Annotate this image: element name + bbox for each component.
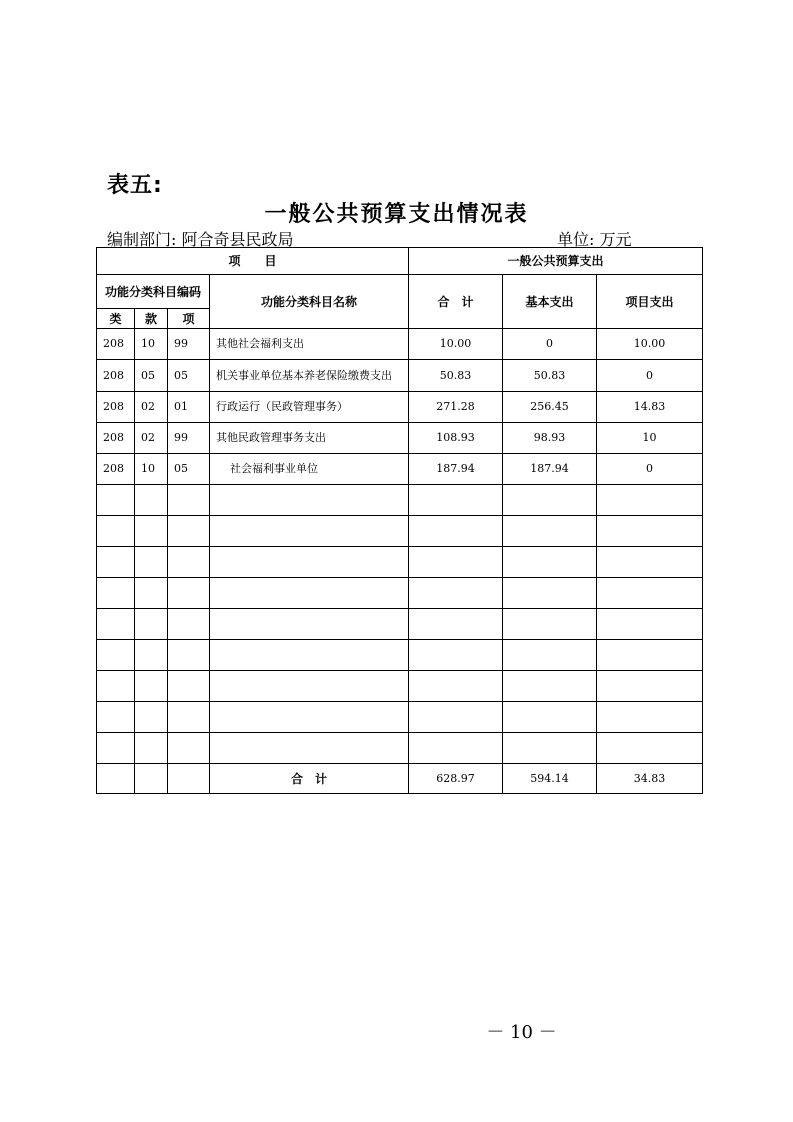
col-xiang-header: 项 bbox=[168, 309, 210, 329]
col-lei-header: 类 bbox=[97, 309, 135, 329]
cell-xiang: 05 bbox=[168, 454, 210, 485]
cell-lei: 208 bbox=[97, 329, 135, 360]
table-row bbox=[97, 454, 703, 485]
table-row bbox=[97, 423, 703, 454]
cell-project: 14.83 bbox=[597, 392, 703, 423]
cell-xiang: 05 bbox=[168, 360, 210, 392]
page-number: － 10 － bbox=[486, 1022, 557, 1043]
empty-row bbox=[97, 671, 703, 702]
cell-total: 50.83 bbox=[409, 360, 503, 392]
cell-lei: 208 bbox=[97, 360, 135, 392]
header-row-columns bbox=[97, 275, 703, 309]
cell-name: 其他民政管理事务支出 bbox=[210, 423, 409, 454]
col-code-header: 功能分类科目编码 bbox=[97, 275, 210, 309]
cell-kuan: 10 bbox=[135, 329, 168, 360]
cell-kuan: 02 bbox=[135, 423, 168, 454]
cell-total: 187.94 bbox=[409, 454, 503, 485]
cell-lei: 208 bbox=[97, 392, 135, 423]
cell-project: 0 bbox=[597, 454, 703, 485]
cell-kuan: 02 bbox=[135, 392, 168, 423]
empty-row bbox=[97, 516, 703, 547]
cell-project: 10.00 bbox=[597, 329, 703, 360]
cell-name: 社会福利事业单位 bbox=[210, 454, 409, 485]
cell-name: 其他社会福利支出 bbox=[210, 329, 409, 360]
cell-lei: 208 bbox=[97, 423, 135, 454]
table-row bbox=[97, 360, 703, 392]
cell-lei: 208 bbox=[97, 454, 135, 485]
total-sum: 628.97 bbox=[409, 764, 503, 794]
cell-name: 行政运行（民政管理事务） bbox=[210, 392, 409, 423]
total-label: 合 计 bbox=[210, 764, 409, 794]
col-project-header: 项目支出 bbox=[597, 275, 703, 329]
empty-row bbox=[97, 609, 703, 640]
cell-total: 108.93 bbox=[409, 423, 503, 454]
col-group-budget-header: 一般公共预算支出 bbox=[409, 248, 703, 275]
total-row bbox=[97, 764, 703, 794]
unit-label: 单位: 万元 bbox=[557, 230, 632, 249]
total-basic: 594.14 bbox=[503, 764, 597, 794]
empty-row bbox=[97, 547, 703, 578]
budget-table bbox=[96, 247, 703, 794]
cell-project: 10 bbox=[597, 423, 703, 454]
cell-basic: 98.93 bbox=[503, 423, 597, 454]
col-kuan-header: 款 bbox=[135, 309, 168, 329]
empty-row bbox=[97, 578, 703, 609]
cell-total: 10.00 bbox=[409, 329, 503, 360]
cell-xiang: 99 bbox=[168, 329, 210, 360]
cell-name: 机关事业单位基本养老保险缴费支出 bbox=[210, 360, 409, 392]
cell-kuan: 05 bbox=[135, 360, 168, 392]
cell-kuan: 10 bbox=[135, 454, 168, 485]
total-project: 34.83 bbox=[597, 764, 703, 794]
department-label: 编制部门: 阿合奇县民政局 bbox=[107, 230, 294, 249]
col-total-header: 合 计 bbox=[409, 275, 503, 329]
cell-project: 0 bbox=[597, 360, 703, 392]
empty-row bbox=[97, 640, 703, 671]
col-name-header: 功能分类科目名称 bbox=[210, 275, 409, 329]
cell-basic: 187.94 bbox=[503, 454, 597, 485]
table-row bbox=[97, 329, 703, 360]
cell-xiang: 01 bbox=[168, 392, 210, 423]
cell-basic: 0 bbox=[503, 329, 597, 360]
col-basic-header: 基本支出 bbox=[503, 275, 597, 329]
table-row bbox=[97, 392, 703, 423]
empty-row bbox=[97, 733, 703, 764]
page-title: 一般公共预算支出情况表 bbox=[264, 202, 529, 227]
cell-basic: 50.83 bbox=[503, 360, 597, 392]
empty-row bbox=[97, 702, 703, 733]
table-label: 表五: bbox=[107, 173, 163, 198]
empty-row bbox=[97, 485, 703, 516]
cell-total: 271.28 bbox=[409, 392, 503, 423]
cell-basic: 256.45 bbox=[503, 392, 597, 423]
header-row-group bbox=[97, 248, 703, 275]
cell-xiang: 99 bbox=[168, 423, 210, 454]
col-group-item-header: 项 目 bbox=[97, 248, 409, 275]
